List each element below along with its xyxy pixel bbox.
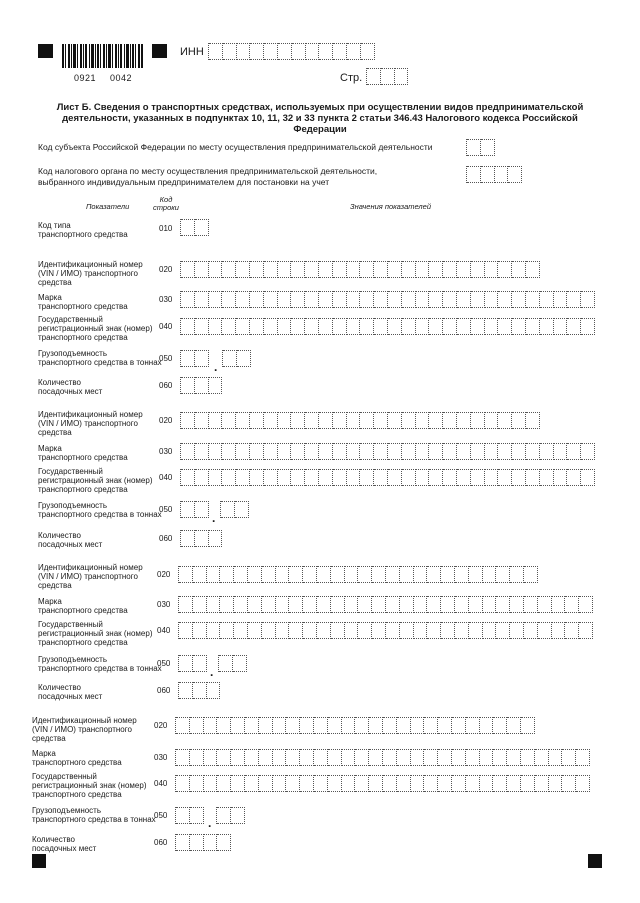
block2-row-030-label: Марка транспортного средства xyxy=(38,444,128,462)
block3-row-060-label: Количество посадочных мест xyxy=(38,683,103,701)
block4-row-040-label: Государственный регистрационный знак (номер) транспортного средства xyxy=(32,772,147,799)
block1-row-050-cells-int[interactable] xyxy=(180,350,209,367)
block3-row-030-cells[interactable] xyxy=(178,596,593,613)
block2-row-040-code: 040 xyxy=(159,473,173,482)
block1-row-050-decimal-point: . xyxy=(214,360,218,374)
block2-row-020-cells[interactable] xyxy=(180,412,540,429)
barcode-number-right: 0042 xyxy=(110,73,133,83)
block2-row-050-code: 050 xyxy=(159,505,173,514)
block2-row-030-code: 030 xyxy=(159,447,173,456)
corner-marker-top-left xyxy=(38,44,53,58)
row-010-label: Код типа транспортного средства xyxy=(38,221,128,239)
block4-row-050-label: Грузоподъемность транспортного средства в тоннах xyxy=(32,806,156,824)
block3-row-020-code: 020 xyxy=(157,570,171,579)
tax-authority-label: Код налогового органа по месту осуществления предпринимательской деятельности, выбранного индивидуальным предпринимателем для постановки на учет xyxy=(38,166,378,187)
page-cells[interactable] xyxy=(366,68,408,85)
block3-row-040-code: 040 xyxy=(157,626,171,635)
block2-row-050-label: Грузоподъемность транспортного средства в тоннах xyxy=(38,501,162,519)
block3-row-050-cells-frac[interactable] xyxy=(218,655,247,672)
block2-row-060-code: 060 xyxy=(159,534,173,543)
block4-row-060-label: Количество посадочных мест xyxy=(32,835,97,853)
region-code-cells[interactable] xyxy=(466,139,495,156)
block3-row-050-code: 050 xyxy=(157,659,171,668)
block3-row-050-decimal-point: . xyxy=(210,665,214,679)
corner-marker-top-right xyxy=(152,44,167,58)
sheet-title: Лист Б. Сведения о транспортных средствах, используемых при осуществлении видов предпринимательской деятельности, указанных в подпунктах 10, 11, 32 и 33 пункта 2 статьи 346.43 Налогового кодекса Российской Федерации xyxy=(56,102,584,135)
block2-row-030-cells[interactable] xyxy=(180,443,595,460)
block4-row-020-code: 020 xyxy=(154,721,168,730)
block1-row-020-label: Идентификационный номер (VIN / ИМО) транспортного средства xyxy=(38,260,143,287)
block3-row-020-label: Идентификационный номер (VIN / ИМО) транспортного средства xyxy=(38,563,143,590)
block3-row-060-code: 060 xyxy=(157,686,171,695)
block2-row-040-cells[interactable] xyxy=(180,469,595,486)
row-010-code: 010 xyxy=(159,224,173,233)
block1-row-050-code: 050 xyxy=(159,354,173,363)
block2-row-050-decimal-point: . xyxy=(212,511,216,525)
block2-row-020-code: 020 xyxy=(159,416,173,425)
block4-row-020-label: Идентификационный номер (VIN / ИМО) транспортного средства xyxy=(32,716,137,743)
block2-row-060-label: Количество посадочных мест xyxy=(38,531,103,549)
inn-cells[interactable] xyxy=(208,43,375,60)
block2-row-020-label: Идентификационный номер (VIN / ИМО) транспортного средства xyxy=(38,410,143,437)
block3-row-050-cells-int[interactable] xyxy=(178,655,207,672)
block4-row-050-decimal-point: . xyxy=(208,816,212,830)
block4-row-020-cells[interactable] xyxy=(175,717,535,734)
block4-row-060-code: 060 xyxy=(154,838,168,847)
block4-row-050-cells-frac[interactable] xyxy=(216,807,245,824)
block4-row-050-cells-int[interactable] xyxy=(175,807,204,824)
block1-row-020-cells[interactable] xyxy=(180,261,540,278)
corner-marker-bottom-left xyxy=(32,854,46,868)
block3-row-060-cells[interactable] xyxy=(178,682,220,699)
tax-authority-cells[interactable] xyxy=(466,166,522,183)
block1-row-030-cells[interactable] xyxy=(180,291,595,308)
block3-row-030-label: Марка транспортного средства xyxy=(38,597,128,615)
block1-row-050-cells-frac[interactable] xyxy=(222,350,251,367)
block1-row-050-label: Грузоподъемность транспортного средства в тоннах xyxy=(38,349,162,367)
barcode-image xyxy=(62,44,144,68)
column-header-indicators: Показатели xyxy=(86,202,130,211)
block1-row-020-code: 020 xyxy=(159,265,173,274)
page-label: Стр. xyxy=(340,72,363,84)
barcode-number-left: 0921 xyxy=(74,73,97,83)
block3-row-040-label: Государственный регистрационный знак (номер) транспортного средства xyxy=(38,620,153,647)
block4-row-030-label: Марка транспортного средства xyxy=(32,749,122,767)
block3-row-020-cells[interactable] xyxy=(178,566,538,583)
block1-row-060-code: 060 xyxy=(159,381,173,390)
block4-row-030-cells[interactable] xyxy=(175,749,590,766)
block4-row-040-cells[interactable] xyxy=(175,775,590,792)
block4-row-040-code: 040 xyxy=(154,779,168,788)
block4-row-050-code: 050 xyxy=(154,811,168,820)
block3-row-030-code: 030 xyxy=(157,600,171,609)
block1-row-030-label: Марка транспортного средства xyxy=(38,293,128,311)
region-code-label: Код субъекта Российской Федерации по месту осуществления предпринимательской деятельности xyxy=(38,142,433,152)
row-010-cells[interactable] xyxy=(180,219,209,236)
block1-row-040-code: 040 xyxy=(159,322,173,331)
block2-row-050-cells-frac[interactable] xyxy=(220,501,249,518)
block1-row-030-code: 030 xyxy=(159,295,173,304)
block1-row-060-cells[interactable] xyxy=(180,377,222,394)
block1-row-040-cells[interactable] xyxy=(180,318,595,335)
block2-row-040-label: Государственный регистрационный знак (номер) транспортного средства xyxy=(38,467,153,494)
block1-row-040-label: Государственный регистрационный знак (номер) транспортного средства xyxy=(38,315,153,342)
block3-row-040-cells[interactable] xyxy=(178,622,593,639)
inn-label: ИНН xyxy=(180,46,204,58)
block2-row-060-cells[interactable] xyxy=(180,530,222,547)
block4-row-030-code: 030 xyxy=(154,753,168,762)
block2-row-050-cells-int[interactable] xyxy=(180,501,209,518)
column-header-line-code: Код строки xyxy=(153,195,179,212)
block1-row-060-label: Количество посадочных мест xyxy=(38,378,103,396)
block4-row-060-cells[interactable] xyxy=(175,834,231,851)
block3-row-050-label: Грузоподъемность транспортного средства в тоннах xyxy=(38,655,162,673)
column-header-values: Значения показателей xyxy=(350,202,432,211)
corner-marker-bottom-right xyxy=(588,854,602,868)
